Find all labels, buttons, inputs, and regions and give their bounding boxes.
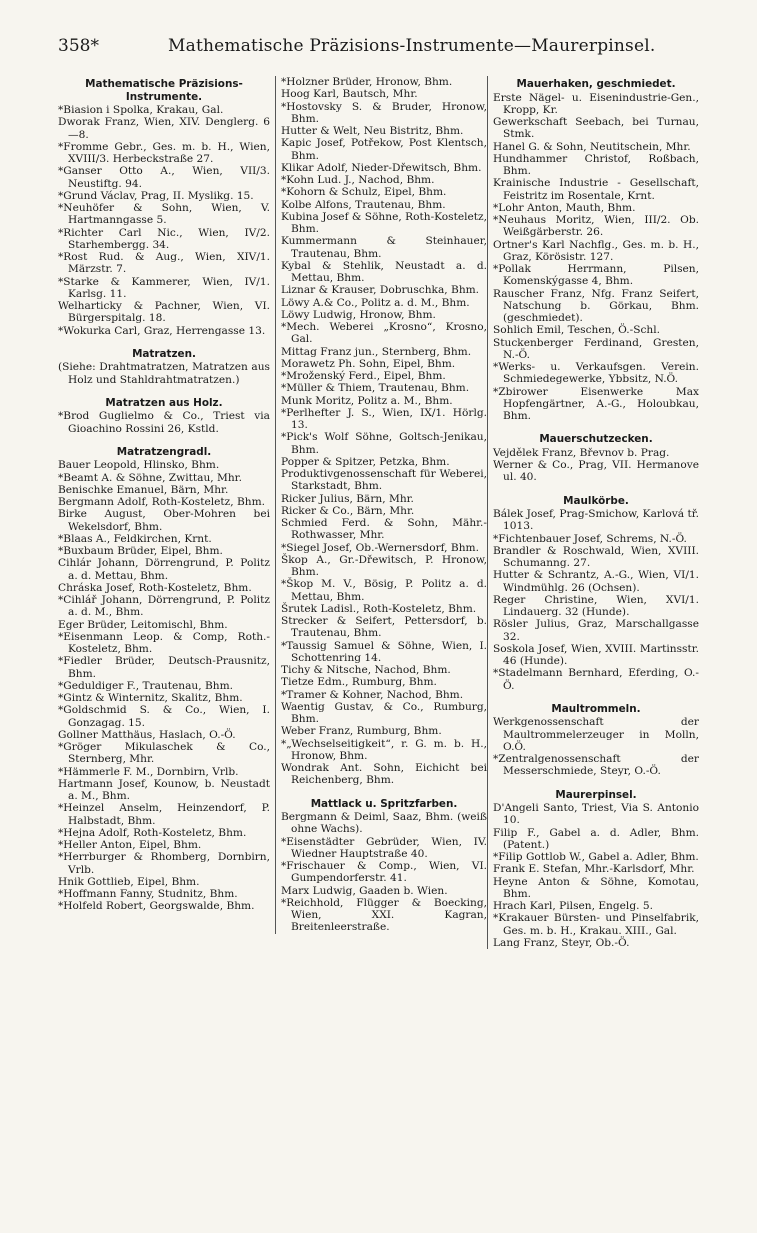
list-item: *Gintz & Winternitz, Skalitz, Bhm. xyxy=(58,692,243,704)
list-item: *Tramer & Kohner, Nachod, Bhm. xyxy=(281,688,464,701)
list-item: Werkgenossenschaft der Maultrommelerzeuger in Molln, O.Ö. xyxy=(493,716,699,753)
list-mauerschutzecken xyxy=(493,447,699,484)
list-item: Gewerkschaft Seebach, bei Turnau, Stmk. xyxy=(493,116,699,141)
list-item: Tichy & Nitsche, Nachod, Bhm. xyxy=(281,664,451,676)
list-item: Hartmann Josef, Kounow, b. Neustadt a. M., Bhm. xyxy=(58,777,270,802)
list-item: Eger Brüder, Leitomischl, Bhm. xyxy=(58,618,228,631)
list-item: Weber Franz, Rumburg, Bhm. xyxy=(281,725,442,738)
list-item: *Mech. Weberei „Krosno“, Krosno, Gal. xyxy=(281,321,487,346)
list-item: Ricker & Co., Bärn, Mhr. xyxy=(281,504,415,517)
section-heading-matratzen: Matratzen. xyxy=(132,347,196,360)
list-item: Ortner's Karl Nachflg., Ges. m. b. H., Graz, Körösistr. 127. xyxy=(493,238,699,263)
list-item: *Kohn Lud. J., Nachod, Bhm. xyxy=(281,174,435,186)
section-heading-maurerpinsel: Maurerpinsel. xyxy=(555,788,637,801)
list-mathematische xyxy=(58,104,270,337)
list-item: Liznar & Krauser, Dobruschka, Bhm. xyxy=(281,284,480,297)
list-item: *Neuhöfer & Sohn, Wien, V. Hartmanngasse 5. xyxy=(58,202,270,227)
list-item: *Fichtenbauer Josef, Schrems, N.-Ö. xyxy=(493,532,687,545)
matratzen-note: (Siehe: Drahtmatratzen, Matratzen aus Holz und Stahldrahtmatratzen.) xyxy=(58,361,270,386)
page-header xyxy=(58,36,698,60)
list-item: *Eisenstädter Gebrüder, Wien, IV. Wiedner Hauptstraße 40. xyxy=(281,835,487,860)
list-item: *Fromme Gebr., Ges. m. b. H., Wien, XVIII/3. Herbeckstraße 27. xyxy=(58,140,270,165)
list-mauerhaken xyxy=(493,92,699,423)
list-item: Strecker & Seifert, Pettersdorf, b. Trautenau, Bhm. xyxy=(281,615,487,640)
list-item: Munk Moritz, Politz a. M., Bhm. xyxy=(281,394,453,407)
list-item: *Starke & Kammerer, Wien, IV/1. Karlsg. 11. xyxy=(58,275,270,300)
list-item: Ricker Julius, Bärn, Mhr. xyxy=(281,492,414,505)
list-maulkoerbe xyxy=(493,508,699,692)
column-3 xyxy=(487,76,699,949)
list-item: Kolbe Alfons, Trautenau, Bhm. xyxy=(281,198,446,211)
list-item: *Škop M. V., Bösig, P. Politz a. d. Mettau, Bhm. xyxy=(281,578,487,603)
list-item: Erste Nägel- u. Eisenindustrie-Gen., Kropp, Kr. xyxy=(493,91,699,116)
list-item: *Richter Carl Nic., Wien, IV/2. Starhembergg. 34. xyxy=(58,226,270,251)
list-item: Tietze Edm., Rumburg, Bhm. xyxy=(281,676,437,689)
list-item: Stuckenberger Ferdinand, Gresten, N.-Ö. xyxy=(493,336,699,361)
list-item: Kapic Josef, Potřekow, Post Klentsch, Bhm. xyxy=(281,137,487,162)
list-item: Kybal & Stehlik, Neustadt a. d. Mettau, Bhm. xyxy=(281,259,487,284)
list-item: *Werks- u. Verkaufsgen. Verein. Schmiedegewerke, Ybbsitz, N.Ö. xyxy=(493,361,699,386)
list-item: *Hämmerle F. M., Dornbirn, Vrlb. xyxy=(58,765,239,778)
list-item: *Lohr Anton, Mauth, Bhm. xyxy=(493,201,636,214)
list-item: Soskola Josef, Wien, XVIII. Martinsstr. 46 (Hunde). xyxy=(493,642,699,667)
list-item: Kummermann & Steinhauer, Trautenau, Bhm. xyxy=(281,235,487,260)
list-item: Vejdělek Franz, Břevnov b. Prag. xyxy=(493,446,670,459)
list-item: Bauer Leopold, Hlinsko, Bhm. xyxy=(58,459,220,472)
list-item: *Hostovsky S. & Bruder, Hronow, Bhm. xyxy=(281,100,487,125)
list-item: *Fiedler Brüder, Deutsch-Prausnitz, Bhm. xyxy=(58,655,270,680)
section-heading-maultrommeln: Maultrommeln. xyxy=(551,702,641,715)
list-item: Hnik Gottlieb, Eipel, Bhm. xyxy=(58,875,200,888)
list-item: Kubina Josef & Söhne, Roth-Kosteletz, Bhm. xyxy=(281,210,487,235)
list-item: *Goldschmid S. & Co., Wien, I. Gonzagag. 15. xyxy=(58,704,270,729)
list-item: *Zentralgenossenschaft der Messerschmiede, Steyr, O.-Ö. xyxy=(493,753,699,778)
list-item: *Pollak Herrmann, Pilsen, Komenskýgasse 4, Bhm. xyxy=(493,263,699,288)
list-matratzen-holz xyxy=(58,410,270,435)
list-item: *Holfeld Robert, Georgswalde, Bhm. xyxy=(58,900,255,913)
list-item: *Mroženský Ferd., Eipel, Bhm. xyxy=(281,370,446,382)
list-item: Šrutek Ladisl., Roth-Kosteletz, Bhm. xyxy=(281,602,477,615)
list-maultrommeln xyxy=(493,716,699,777)
column-1 xyxy=(58,76,270,913)
section-heading-mauerschutzecken: Mauerschutzecken. xyxy=(539,433,653,446)
list-item: *Zbirower Eisenwerke Max Hopfengärtner, A.-G., Holoubkau, Bhm. xyxy=(493,385,699,422)
list-item: *Reichhold, Flügger & Boecking, Wien, XXI. Kagran, Breitenleerstraße. xyxy=(281,896,487,934)
list-item: *Rost Rud. & Aug., Wien, XIV/1. Märzstr. 7. xyxy=(58,251,270,276)
list-item: Frank E. Stefan, Mhr.-Karlsdorf, Mhr. xyxy=(493,863,695,876)
list-item: *Siegel Josef, Ob.-Wernersdorf, Bhm. xyxy=(281,541,479,554)
list-item: Mittag Franz jun., Sternberg, Bhm. xyxy=(281,345,472,358)
list-item: Škop A., Gr.-Dřewitsch, P. Hronow, Bhm. xyxy=(281,553,487,578)
list-maurerpinsel xyxy=(493,802,699,949)
list-item: Cihlár Johann, Dörrengrund, P. Politz a. d. Mettau, Bhm. xyxy=(58,557,270,582)
list-item: *Stadelmann Bernhard, Eferding, O.-Ö. xyxy=(493,667,699,692)
list-item: Benischke Emanuel, Bärn, Mhr. xyxy=(58,483,229,496)
list-item: *Pick's Wolf Söhne, Goltsch-Jenikau, Bhm. xyxy=(281,431,487,456)
column-2 xyxy=(275,76,487,934)
list-item: Hanel G. & Sohn, Neutitschein, Mhr. xyxy=(493,140,691,153)
list-item: Rauscher Franz, Nfg. Franz Seifert, Natschung b. Görkau, Bhm. (geschmiedet). xyxy=(493,287,699,324)
list-item: Löwy Ludwig, Hronow, Bhm. xyxy=(281,308,436,321)
list-item: Reger Christine, Wien, XVI/1. Lindauerg. 32 (Hunde). xyxy=(493,593,699,618)
list-item: Wondrak Ant. Sohn, Eichicht bei Reichenberg, Bhm. xyxy=(281,762,487,787)
list-matratzengradl-cont xyxy=(281,76,487,787)
list-item: *Hoffmann Fanny, Studnitz, Bhm. xyxy=(58,888,238,900)
list-item: *Blaas A., Feldkirchen, Krnt. xyxy=(58,532,212,545)
list-item: *Kohorn & Schulz, Eipel, Bhm. xyxy=(281,186,447,199)
list-matratzengradl xyxy=(58,459,270,912)
list-item: Filip F., Gabel a. d. Adler, Bhm. (Patent.) xyxy=(493,826,699,851)
list-item: Hoog Karl, Bautsch, Mhr. xyxy=(281,88,418,101)
list-item: *Beamt A. & Söhne, Zwittau, Mhr. xyxy=(58,471,242,484)
list-item: *Ganser Otto A., Wien, VII/3. Neustiftg. 94. xyxy=(58,165,270,190)
list-item: *Taussig Samuel & Söhne, Wien, I. Schottenring 14. xyxy=(281,639,487,664)
section-heading-mauerhaken: Mauerhaken, geschmiedet. xyxy=(516,78,676,90)
list-item: *Frischauer & Comp., Wien, VI. Gumpendorferstr. 41. xyxy=(281,860,487,885)
list-item: Popper & Spitzer, Petzka, Bhm. xyxy=(281,455,450,468)
list-item: *Eisenmann Leop. & Comp, Roth.-Kosteletz, Bhm. xyxy=(58,630,270,655)
list-item: *Cihlář Johann, Dörrengrund, P. Politz a. d. M., Bhm. xyxy=(58,594,270,619)
page-number: 358* xyxy=(58,36,99,56)
list-item: *Biasion i Spolka, Krakau, Gal. xyxy=(58,104,224,116)
list-item: *Hejna Adolf, Roth-Kosteletz, Bhm. xyxy=(58,826,247,839)
list-item: *Geduldiger F., Trautenau, Bhm. xyxy=(58,679,233,692)
list-item: Löwy A.& Co., Politz a. d. M., Bhm. xyxy=(281,296,470,309)
list-item: Bálek Josef, Prag-Smichow, Karlová tř. 1013. xyxy=(493,508,699,533)
list-item: *Wokurka Carl, Graz, Herrengasse 13. xyxy=(58,324,266,337)
list-item: *Holzner Brüder, Hronow, Bhm. xyxy=(281,76,453,88)
list-item: *Grund Václav, Prag, II. Myslikg. 15. xyxy=(58,189,254,202)
list-item: Lang Franz, Steyr, Ob.-Ö. xyxy=(493,936,630,949)
section-heading-matratzengradl: Matratzengradl. xyxy=(116,445,212,458)
list-item: Brandler & Roschwald, Wien, XVIII. Schumanng. 27. xyxy=(493,544,699,569)
list-item: *„Wechselseitigkeit“, r. G. m. b. H., Hronow, Bhm. xyxy=(281,737,487,762)
section-heading-mattlack: Mattlack u. Spritzfarben. xyxy=(310,797,458,810)
list-item: Birke August, Ober-Mohren bei Wekelsdorf, Bhm. xyxy=(58,508,270,533)
list-item: *Gröger Mikulaschek & Co., Sternberg, Mhr. xyxy=(58,741,270,766)
list-item: *Neuhaus Moritz, Wien, III/2. Ob. Weißgärberstr. 26. xyxy=(493,214,699,239)
section-heading-mathematische: Mathematische Präzisions-Instrumente. xyxy=(85,78,243,103)
list-item: Bergmann Adolf, Roth-Kosteletz, Bhm. xyxy=(58,496,265,508)
list-item: *Herrburger & Rhomberg, Dornbirn, Vrlb. xyxy=(58,851,270,876)
list-item: Hutter & Welt, Neu Bistritz, Bhm. xyxy=(281,125,464,137)
list-item: Krainische Industrie - Gesellschaft, Feistritz im Rosentale, Krnt. xyxy=(493,177,699,202)
list-item: Werner & Co., Prag, VII. Hermanove ul. 40. xyxy=(493,459,699,484)
section-heading-matratzen-holz: Matratzen aus Holz. xyxy=(105,396,223,409)
list-item: Welharticky & Pachner, Wien, VI. Bürgerspitalg. 18. xyxy=(58,300,270,325)
list-item: *Perlhefter J. S., Wien, IX/1. Hörlg. 13. xyxy=(281,406,487,431)
section-heading-maulkoerbe: Maulkörbe. xyxy=(563,494,629,507)
list-item: *Buxbaum Brüder, Eipel, Bhm. xyxy=(58,545,223,557)
list-item: Dworak Franz, Wien, XIV. Denglerg. 6—8. xyxy=(58,116,270,141)
list-item: Chráska Josef, Roth-Kosteletz, Bhm. xyxy=(58,581,252,594)
list-item: Schmied Ferd. & Sohn, Mähr.-Rothwasser, Mhr. xyxy=(281,517,487,542)
list-mattlack xyxy=(281,811,487,934)
list-item: Waentig Gustav, & Co., Rumburg, Bhm. xyxy=(281,700,487,725)
list-item: Gollner Matthäus, Haslach, O.-Ö. xyxy=(58,728,236,741)
list-item: Rösler Julius, Graz, Marschallgasse 32. xyxy=(493,618,699,643)
list-item: Sohlich Emil, Teschen, Ö.-Schl. xyxy=(493,324,660,337)
list-item: Klikar Adolf, Nieder-Dřewitsch, Bhm. xyxy=(281,161,482,174)
list-item: *Heinzel Anselm, Heinzendorf, P. Halbstadt, Bhm. xyxy=(58,802,270,827)
list-item: Hutter & Schrantz, A.-G., Wien, VI/1. Windmühlg. 26 (Ochsen). xyxy=(493,569,699,594)
running-title: Mathematische Präzisions-Instrumente—Maurerpinsel. xyxy=(168,36,656,56)
list-item: D'Angeli Santo, Triest, Via S. Antonio 10. xyxy=(493,802,699,827)
list-item: Heyne Anton & Söhne, Komotau, Bhm. xyxy=(493,875,699,900)
list-item: Produktivgenossenschaft für Weberei, Starkstadt, Bhm. xyxy=(281,468,487,493)
list-item: Hundhammer Christof, Roßbach, Bhm. xyxy=(493,152,699,177)
list-item: Hrach Karl, Pilsen, Engelg. 5. xyxy=(493,900,653,912)
list-item: *Filip Gottlob W., Gabel a. Adler, Bhm. xyxy=(493,851,699,863)
list-item: Marx Ludwig, Gaaden b. Wien. xyxy=(281,884,448,897)
list-item: Morawetz Ph. Sohn, Eipel, Bhm. xyxy=(281,357,456,370)
list-item: *Heller Anton, Eipel, Bhm. xyxy=(58,839,202,851)
list-item: Bergmann & Deiml, Saaz, Bhm. (weiß ohne Wachs). xyxy=(281,811,487,836)
list-item: *Müller & Thiem, Trautenau, Bhm. xyxy=(281,382,470,395)
list-item: *Krakauer Bürsten- und Pinselfabrik, Ges. m. b. H., Krakau. XIII., Gal. xyxy=(493,912,699,937)
list-item: *Brod Guglielmo & Co., Triest via Gioachino Rossini 26, Kstld. xyxy=(58,410,270,435)
